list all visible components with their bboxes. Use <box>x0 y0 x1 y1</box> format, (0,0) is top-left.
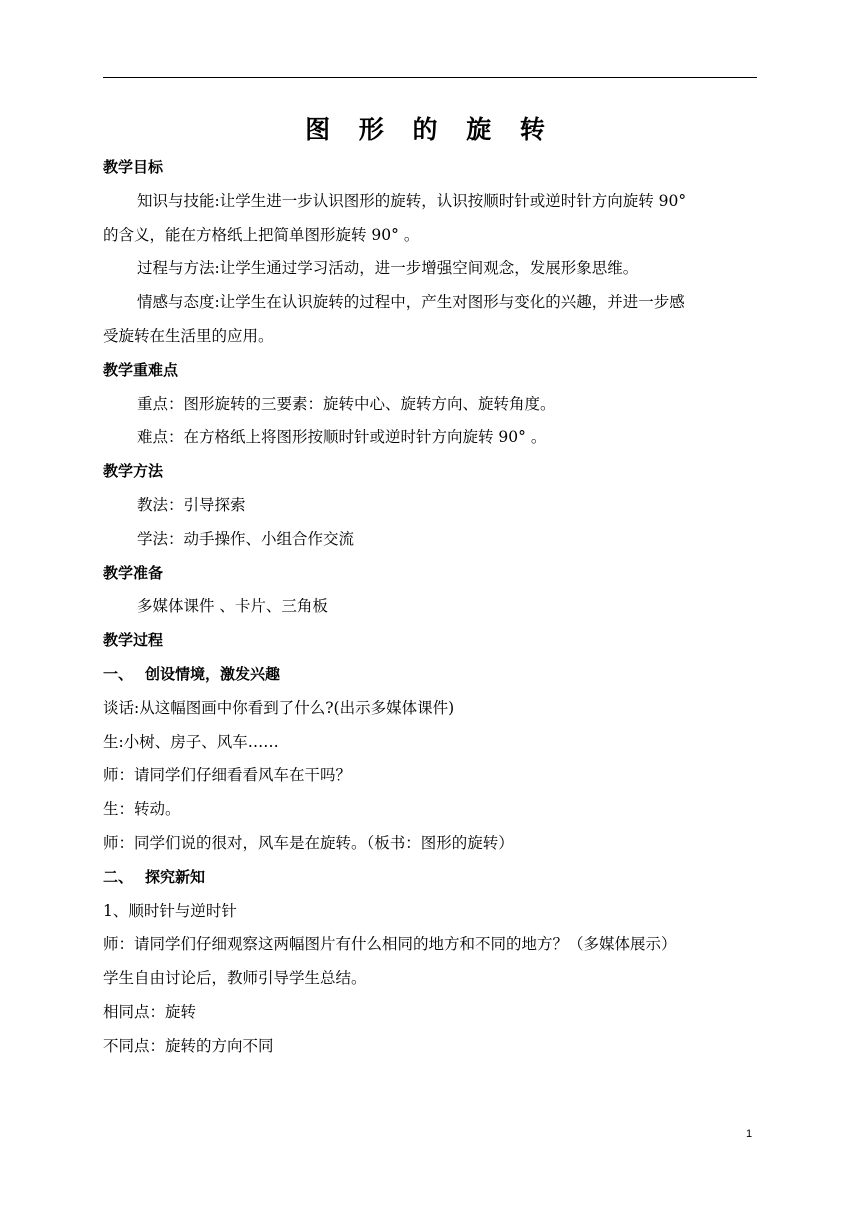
paragraph-key-point: 重点：图形旋转的三要素：旋转中心、旋转方向、旋转角度。 <box>137 394 556 413</box>
paragraph-emotion: 情感与态度:让学生在认识旋转的过程中，产生对图形与变化的兴趣，并进一步感 <box>137 293 685 312</box>
body-line: 师：请同学们仔细观察这两幅图片有什么相同的地方和不同的地方？（多媒体展示） <box>103 935 677 954</box>
paragraph-emotion-cont: 受旋转在生活里的应用。 <box>103 326 274 345</box>
paragraph-difficult-point: 难点：在方格纸上将图形按顺时针或逆时针方向旋转 90° 。 <box>137 428 547 447</box>
section-heading-key-points: 教学重难点 <box>103 360 179 379</box>
part-heading-2 <box>103 861 763 895</box>
paragraph-preparation-items: 多媒体课件 、卡片、三角板 <box>137 597 328 616</box>
paragraph-process-method: 过程与方法:让学生通过学习活动，进一步增强空间观念，发展形象思维。 <box>137 259 639 278</box>
paragraph-learning-method: 学法：动手操作、小组合作交流 <box>137 529 355 548</box>
section-heading-process: 教学过程 <box>103 631 164 650</box>
part-number: 一、 <box>103 664 134 683</box>
section-heading-methods: 教学方法 <box>103 462 164 481</box>
body-line: 学生自由讨论后，教师引导学生总结。 <box>103 969 367 988</box>
body-line: 相同点：旋转 <box>103 1002 197 1021</box>
paragraph-teaching-method: 教法：引导探索 <box>137 495 246 514</box>
document-title: 图 形 的 旋 转 <box>305 115 555 144</box>
header-rule <box>103 77 757 78</box>
body-line: 1、顺时针与逆时针 <box>103 901 237 920</box>
dialogue-line: 谈话:从这幅图画中你看到了什么?(出示多媒体课件) <box>103 698 455 717</box>
section-heading-objectives: 教学目标 <box>103 158 164 176</box>
section-heading-preparation: 教学准备 <box>103 563 164 582</box>
part-title: 探究新知 <box>145 867 206 886</box>
dialogue-line: 生:小树、房子、风车…… <box>103 732 279 751</box>
dialogue-line: 师：同学们说的很对，风车是在旋转。（板书：图形的旋转） <box>103 833 514 852</box>
part-heading-1 <box>103 658 763 692</box>
paragraph-knowledge-cont: 的含义，能在方格纸上把简单图形旋转 90° 。 <box>103 225 420 244</box>
part-number: 二、 <box>103 867 134 886</box>
part-title: 创设情境，激发兴趣 <box>145 664 281 683</box>
document-body <box>103 151 763 1064</box>
paragraph-knowledge: 知识与技能:让学生进一步认识图形的旋转，认识按顺时针或逆时针方向旋转 90° <box>137 191 687 210</box>
dialogue-line: 师：请同学们仔细看看风车在干吗？ <box>103 766 352 785</box>
page-number: 1 <box>746 1128 753 1140</box>
body-line: 不同点：旋转的方向不同 <box>103 1036 274 1055</box>
dialogue-line: 生：转动。 <box>103 800 181 819</box>
